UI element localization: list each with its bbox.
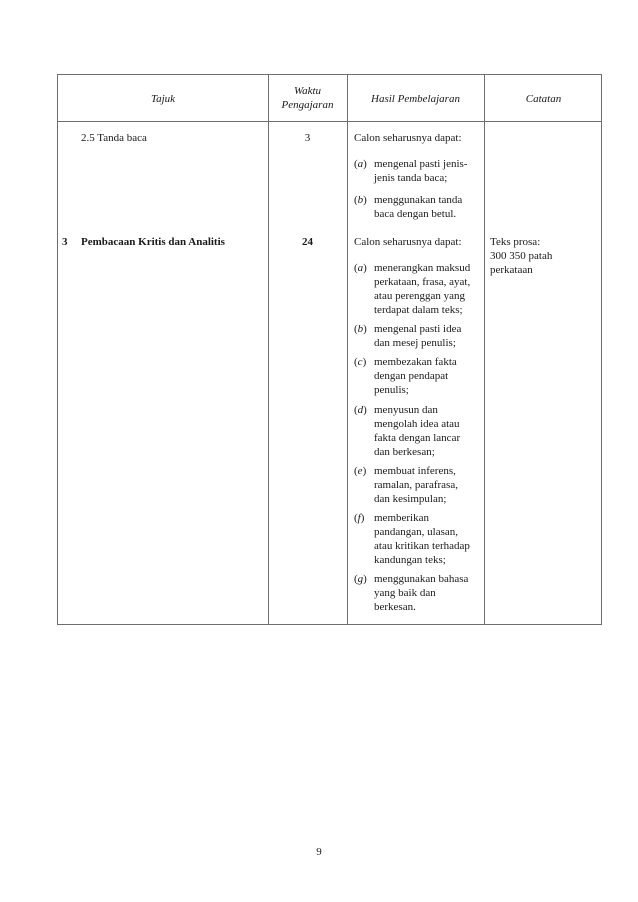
syllabus-table (57, 74, 602, 625)
item-text: menggunakan tanda baca dengan betul. (374, 194, 463, 220)
item-label: (b) (354, 194, 367, 206)
header-catatan: Catatan (525, 93, 562, 105)
header-tajuk: Tajuk (150, 93, 176, 105)
item-text: membezakan fakta dengan pendapat penulis; (374, 356, 457, 396)
header-waktu (268, 84, 347, 112)
item-text: mengenal pasti idea dan mesej penulis; (374, 323, 462, 349)
header-waktu-line1: Waktu (293, 85, 322, 97)
row1-waktu: 3 (304, 132, 311, 144)
item-label: (f) (354, 512, 365, 524)
row1-tajuk: 2.5 Tanda baca (81, 132, 147, 144)
item-label: (a) (354, 262, 367, 274)
item-text: memberikan pandangan, ulasan, atau kritikan terhadap kandungan teks; (374, 512, 470, 566)
row1-intro: Calon seharusnya dapat: (354, 132, 462, 144)
item-label: (a) (354, 158, 367, 170)
item-text: menyusun dan mengolah idea atau fakta dengan lancar dan berkesan; (374, 404, 461, 458)
header-divider (58, 121, 601, 122)
header-hasil: Hasil Pembelajaran (371, 93, 460, 105)
item-label: (b) (354, 323, 367, 335)
column-divider (347, 75, 348, 624)
item-text: mengenal pasti jenis- jenis tanda baca; (374, 158, 468, 184)
item-label: (g) (354, 573, 367, 585)
row2-waktu: 24 (302, 236, 313, 248)
row2-intro: Calon seharusnya dapat: (354, 236, 462, 248)
column-divider (268, 75, 269, 624)
row2-catatan: Teks prosa: 300 350 patah perkataan (490, 236, 553, 276)
row2-tajuk: Pembacaan Kritis dan Analitis (81, 236, 225, 248)
header-waktu-line2: Pengajaran (281, 99, 334, 111)
item-label: (c) (354, 356, 367, 368)
row2-number: 3 (62, 236, 68, 248)
item-text: menggunakan bahasa yang baik dan berkesan. (374, 573, 469, 613)
item-label: (e) (354, 465, 367, 477)
item-label: (d) (354, 404, 367, 416)
item-text: menerangkan maksud perkataan, frasa, ayat, atau perenggan yang terdapat dalam teks; (374, 262, 471, 316)
item-text: membuat inferens, ramalan, parafrasa, dan kesimpulan; (374, 465, 458, 505)
page-number: 9 (316, 846, 322, 858)
